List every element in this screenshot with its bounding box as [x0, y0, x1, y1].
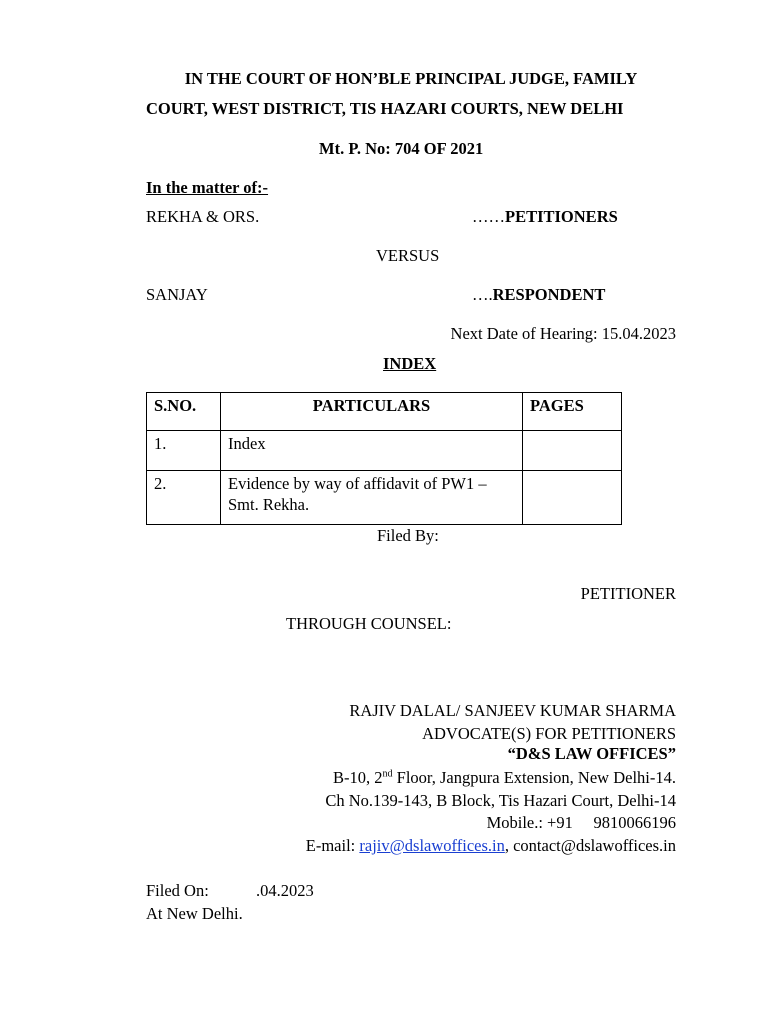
- address-floor-suffix: nd: [382, 768, 393, 780]
- email-link[interactable]: rajiv@dslawoffices.in: [359, 836, 505, 855]
- through-counsel-label: THROUGH COUNSEL:: [286, 614, 452, 633]
- filed-on-date: .04.2023: [256, 881, 314, 900]
- address-line1-end: Floor, Jangpura Extension, New Delhi-14.: [392, 768, 676, 787]
- matter-label: In the matter of:-: [146, 178, 269, 197]
- row-pages: [523, 431, 622, 471]
- address-line1-start: B-10, 2: [333, 768, 383, 787]
- row-particulars-line1: Evidence by way of affidavit of PW1 –: [228, 474, 487, 493]
- petitioner-label: PETITIONER: [580, 584, 676, 603]
- next-hearing-date: Next Date of Hearing: 15.04.2023: [450, 324, 676, 343]
- table-row: [147, 471, 622, 525]
- firm-name: “D&S LAW OFFICES”: [507, 744, 676, 763]
- row-sno: 2.: [147, 471, 221, 525]
- address-line2: Ch No.139-143, B Block, Tis Hazari Court, Delhi-14: [325, 791, 676, 810]
- respondent-dots: ….: [472, 285, 493, 304]
- case-number: Mt. P. No: 704 OF 2021: [319, 139, 484, 158]
- column-header-pages: PAGES: [523, 393, 622, 431]
- index-header-row: [147, 393, 622, 431]
- table-row: [147, 431, 622, 471]
- counsel-names: RAJIV DALAL/ SANJEEV KUMAR SHARMA: [349, 701, 676, 720]
- row-particulars-line2: Smt. Rekha.: [228, 495, 310, 515]
- row-pages: [523, 471, 622, 525]
- column-header-particulars: PARTICULARS: [221, 393, 523, 431]
- court-title-line1: IN THE COURT OF HON’BLE PRINCIPAL JUDGE, FAMILY: [184, 69, 638, 88]
- address-line1: [333, 768, 676, 788]
- petitioner-role-line: [472, 207, 618, 227]
- filed-by-label: Filed By:: [377, 526, 439, 545]
- row-particulars: [221, 471, 523, 525]
- counsel-role: ADVOCATE(S) FOR PETITIONERS: [422, 724, 676, 743]
- email-line: [306, 836, 676, 856]
- email-rest: , contact@dslawoffices.in: [504, 836, 676, 855]
- petitioner-dots: ……: [472, 207, 505, 226]
- respondent-role-line: [472, 285, 605, 305]
- email-label: E-mail:: [305, 836, 360, 855]
- petitioner-role: PETITIONERS: [505, 207, 618, 226]
- index-table: [146, 392, 622, 525]
- filed-on-label: Filed On:: [146, 881, 209, 900]
- row-particulars: Index: [221, 431, 523, 471]
- mobile-number: Mobile.: +91 9810066196: [486, 813, 676, 832]
- petitioner-name: REKHA & ORS.: [146, 207, 260, 226]
- versus-label: VERSUS: [376, 246, 440, 265]
- respondent-role: RESPONDENT: [492, 285, 606, 304]
- row-sno: 1.: [147, 431, 221, 471]
- court-title-line2: COURT, WEST DISTRICT, TIS HAZARI COURTS, NEW DELHI: [146, 99, 624, 118]
- index-title: INDEX: [383, 354, 437, 373]
- respondent-name: SANJAY: [146, 285, 208, 304]
- column-header-sno: S.NO.: [147, 393, 221, 431]
- filing-place: At New Delhi.: [146, 904, 243, 923]
